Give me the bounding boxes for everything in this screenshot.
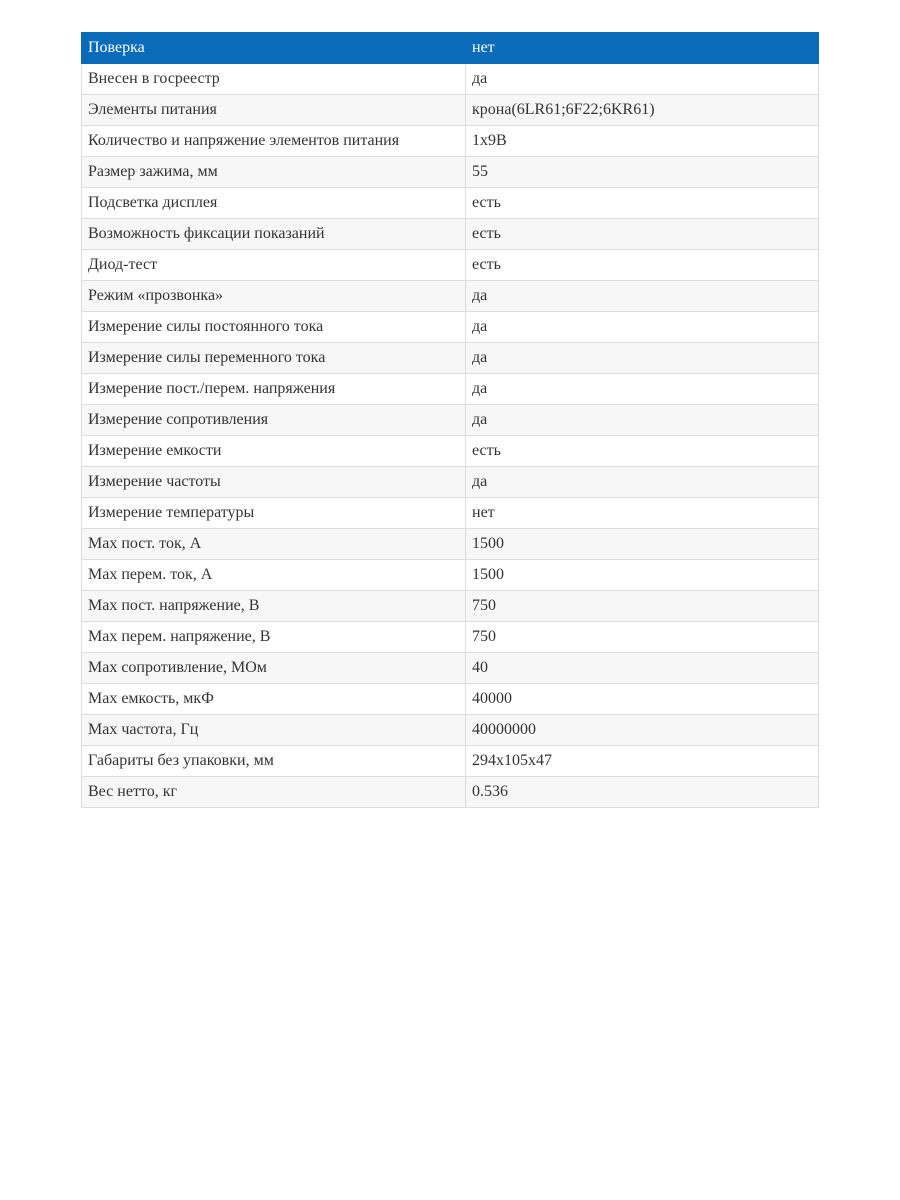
row-value-cell: крона(6LR61;6F22;6KR61) [466, 95, 819, 126]
table-header-row [82, 33, 819, 64]
table-row [82, 405, 819, 436]
row-value-cell: да [466, 374, 819, 405]
row-value-cell: да [466, 405, 819, 436]
table-row [82, 467, 819, 498]
table-row [82, 653, 819, 684]
row-label-cell: Max перем. ток, А [82, 560, 466, 591]
table-row [82, 746, 819, 777]
table-row [82, 591, 819, 622]
specifications-table-body [82, 33, 819, 808]
table-row [82, 622, 819, 653]
row-label-cell: Диод-тест [82, 250, 466, 281]
table-row [82, 436, 819, 467]
table-row [82, 343, 819, 374]
row-value-cell: 750 [466, 622, 819, 653]
table-row [82, 560, 819, 591]
table-row [82, 219, 819, 250]
row-label-cell: Режим «прозвонка» [82, 281, 466, 312]
row-label-cell: Измерение силы переменного тока [82, 343, 466, 374]
row-value-cell: да [466, 64, 819, 95]
row-value-cell: 1500 [466, 560, 819, 591]
row-value-cell: есть [466, 219, 819, 250]
row-label-cell: Измерение температуры [82, 498, 466, 529]
specifications-table [81, 32, 819, 808]
table-row [82, 157, 819, 188]
table-row [82, 498, 819, 529]
table-row [82, 64, 819, 95]
row-value-cell: 294x105x47 [466, 746, 819, 777]
table-row [82, 250, 819, 281]
row-value-cell: 55 [466, 157, 819, 188]
table-row [82, 95, 819, 126]
header-value-cell: нет [466, 33, 819, 64]
row-value-cell: есть [466, 250, 819, 281]
table-row [82, 684, 819, 715]
row-value-cell: да [466, 467, 819, 498]
row-value-cell: 750 [466, 591, 819, 622]
row-label-cell: Возможность фиксации показаний [82, 219, 466, 250]
row-label-cell: Измерение емкости [82, 436, 466, 467]
row-label-cell: Max емкость, мкФ [82, 684, 466, 715]
table-row [82, 281, 819, 312]
row-label-cell: Max частота, Гц [82, 715, 466, 746]
row-label-cell: Max пост. напряжение, В [82, 591, 466, 622]
row-value-cell: 1500 [466, 529, 819, 560]
row-label-cell: Вес нетто, кг [82, 777, 466, 808]
table-row [82, 126, 819, 157]
row-label-cell: Измерение силы постоянного тока [82, 312, 466, 343]
row-value-cell: 40000 [466, 684, 819, 715]
row-label-cell: Элементы питания [82, 95, 466, 126]
table-row [82, 312, 819, 343]
row-value-cell: 0.536 [466, 777, 819, 808]
row-label-cell: Подсветка дисплея [82, 188, 466, 219]
row-value-cell: 1x9В [466, 126, 819, 157]
table-row [82, 374, 819, 405]
row-label-cell: Размер зажима, мм [82, 157, 466, 188]
row-label-cell: Внесен в госреестр [82, 64, 466, 95]
row-value-cell: 40 [466, 653, 819, 684]
table-row [82, 188, 819, 219]
row-label-cell: Max сопротивление, МОм [82, 653, 466, 684]
header-label-cell: Поверка [82, 33, 466, 64]
row-value-cell: да [466, 343, 819, 374]
row-label-cell: Max пост. ток, А [82, 529, 466, 560]
row-label-cell: Измерение пост./перем. напряжения [82, 374, 466, 405]
row-value-cell: есть [466, 188, 819, 219]
row-label-cell: Max перем. напряжение, В [82, 622, 466, 653]
table-row [82, 777, 819, 808]
table-row [82, 715, 819, 746]
row-value-cell: 40000000 [466, 715, 819, 746]
row-label-cell: Измерение частоты [82, 467, 466, 498]
row-value-cell: да [466, 312, 819, 343]
table-row [82, 529, 819, 560]
row-value-cell: да [466, 281, 819, 312]
row-value-cell: есть [466, 436, 819, 467]
row-label-cell: Габариты без упаковки, мм [82, 746, 466, 777]
row-value-cell: нет [466, 498, 819, 529]
row-label-cell: Измерение сопротивления [82, 405, 466, 436]
row-label-cell: Количество и напряжение элементов питания [82, 126, 466, 157]
